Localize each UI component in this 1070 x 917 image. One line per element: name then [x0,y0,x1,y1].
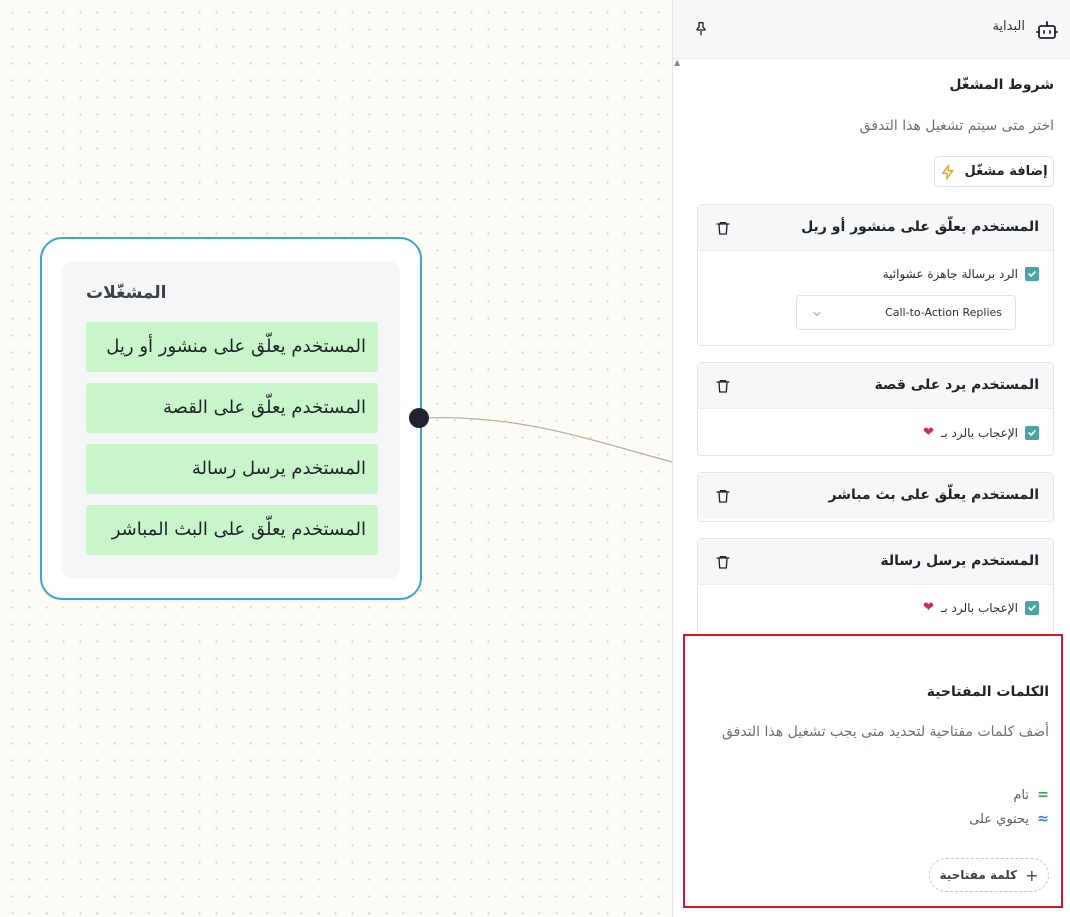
match-mode-exact[interactable] [1013,787,1049,803]
keywords-title: الكلمات المفتاحية [926,684,1049,700]
chevron-down-icon [811,308,823,320]
node-trigger-chip[interactable]: المستخدم يعلّق على القصة [86,383,378,433]
trigger-card-title: المستخدم يرد على قصة [874,377,1039,393]
trigger-card [697,472,1054,522]
plus-icon: + [1025,865,1039,885]
triggers-node-body [62,261,400,579]
add-trigger-button[interactable] [934,156,1054,187]
trigger-card [697,538,1054,636]
node-trigger-chip[interactable]: المستخدم يرسل رسالة [86,444,378,494]
trigger-card-header [698,363,1053,409]
select-value: Call-to-Action Replies [885,306,1002,319]
trigger-card-header [698,539,1053,585]
triggers-node[interactable] [40,237,422,600]
approx-icon: ≈ [1037,811,1049,827]
keywords-section [683,634,1063,908]
option-checkbox[interactable] [1025,267,1039,281]
trigger-conditions-title: شروط المشغّل [949,77,1054,93]
panel-title: البداية [992,19,1025,34]
keywords-description: أضف كلمات مفتاحية لتحديد متى يجب تشغيل هذا التدفق [721,724,1049,740]
trigger-card-title: المستخدم يعلّق على بث مباشر [828,487,1039,503]
trash-icon[interactable] [715,378,731,394]
panel-header [673,0,1070,59]
heart-icon[interactable]: ❤ [922,425,934,440]
option-label: الرد برسالة جاهزة عشوائية [882,267,1018,281]
trash-icon[interactable] [715,554,731,570]
check-icon [1027,269,1037,279]
add-trigger-label: إضافة مشغّل [964,164,1048,179]
match-mode-contains[interactable] [969,811,1049,827]
check-icon [1027,603,1037,613]
node-title [62,283,400,303]
option-row[interactable] [883,267,1039,281]
trigger-card-header [698,205,1053,251]
trigger-card-title: المستخدم يرسل رسالة [880,553,1039,569]
settings-panel [672,0,1070,917]
trigger-card [697,204,1054,346]
add-keyword-button[interactable] [929,858,1049,892]
option-label: الإعجاب بالرد بـ [940,600,1018,615]
bolt-icon [940,164,956,180]
match-mode-label: يحتوي على [969,811,1029,827]
scrollbar-up-arrow[interactable]: ▲ [674,58,681,67]
check-icon [1027,428,1037,438]
option-label: الإعجاب بالرد بـ [940,425,1018,440]
trash-icon[interactable] [715,488,731,504]
option-row[interactable] [923,600,1039,615]
reply-set-select[interactable] [796,295,1016,330]
match-mode-label: تام [1013,787,1029,803]
equals-icon: = [1037,787,1049,803]
option-row[interactable] [923,425,1039,440]
trigger-card [697,362,1054,456]
robot-icon [1035,18,1059,42]
node-title-text: المشغّلات [86,283,167,303]
node-trigger-chip[interactable]: المستخدم يعلّق على منشور أو ريل [86,322,378,372]
add-keyword-label: كلمة مفتاحية [939,868,1018,882]
trigger-card-header [698,473,1053,519]
option-checkbox[interactable] [1025,601,1039,615]
trigger-conditions-description: اختر متى سيتم تشغيل هذا التدفق [859,118,1054,134]
node-output-port[interactable] [409,408,429,428]
heart-icon[interactable]: ❤ [922,600,934,615]
trash-icon[interactable] [715,220,731,236]
trigger-card-title: المستخدم يعلّق على منشور أو ريل [801,219,1039,235]
option-checkbox[interactable] [1025,426,1039,440]
pin-icon[interactable] [693,20,709,36]
node-trigger-chip[interactable]: المستخدم يعلّق على البث المباشر [86,505,378,555]
